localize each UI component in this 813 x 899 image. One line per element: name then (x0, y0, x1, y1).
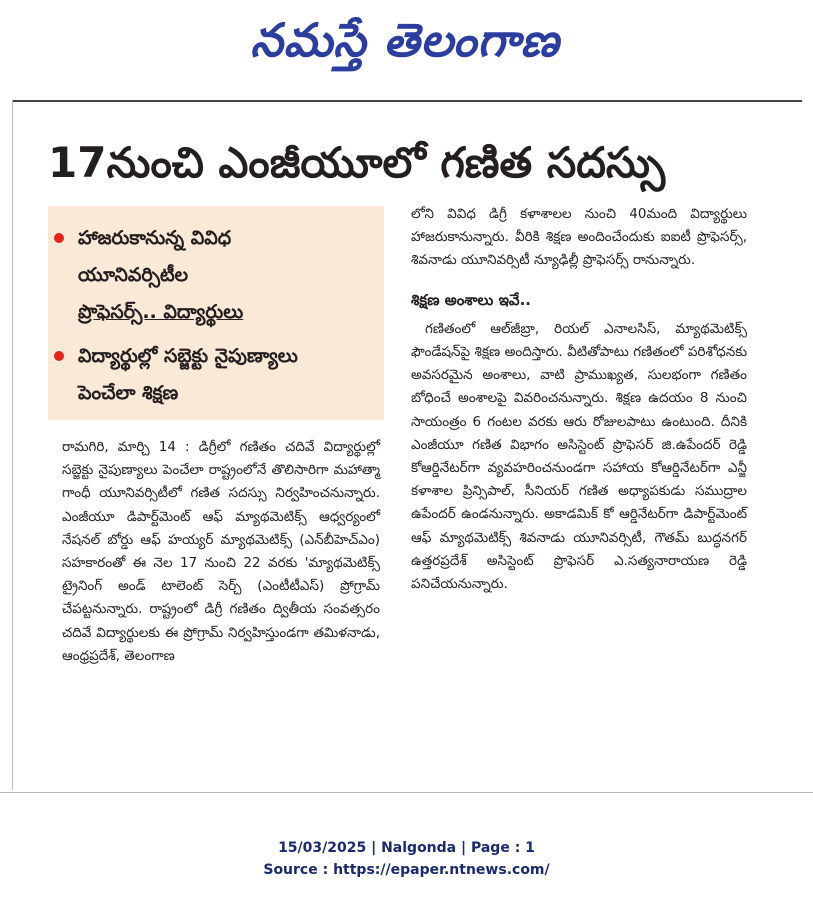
source-link[interactable]: Source : https://epaper.ntnews.com/ (263, 862, 550, 878)
newspaper-masthead: నమస్తే తెలంగాణ (250, 13, 560, 67)
article-body-text: లోని వివిధ డిగ్రీ కళాశాలల నుంచి 40మంది విద్యార్థులు హాజరుకానున్నారు. వీరికి శిక్షణ అందించేందుకు ఐఐటీ ప్రొఫెసర్స్, శివనాడు యూనివర్సిటీ న్యూఢిల్లీ ప్రొఫెసర్స్ రానున్నారు. (411, 206, 747, 269)
edition-info: 15/03/2025 | Nalgonda | Page : 1 (278, 840, 535, 856)
highlight-line: విద్యార్థుల్లో సబ్జెక్టు నైపుణ్యాలు (78, 345, 298, 367)
article-column-left (62, 436, 380, 668)
section-subheading: శిక్షణ అంశాలు ఇవే.. (411, 290, 531, 309)
article-headline: 17నుంచి ఎంజీయూలో గణిత సదస్సు (48, 138, 666, 187)
article-body-text: రామగిరి, మార్చి 14 : డిగ్రీలో గణితం చదివే విద్యార్థుల్లో సబ్జెక్టు నైపుణ్యాలు పెంచేలా రాష్ట్రంలోనే తొలిసారిగా మహాత్మా గాంధీ యూనివర్సిటీలో గణిత సదస్సు నిర్వహించనున్నారు. ఎంజీయూ డిపార్ట్‌మెంట్ ఆఫ్ మ్యాథమెటిక్స్ ఆధ్వర్యంలో నేషనల్ బోర్డు ఆఫ్ హయ్యర్ మ్యాథమెటిక్స్ (ఎన్‌బీహెచ్‌ఎం) సహకారంతో ఈ నెల 17 నుంచి 22 వరకు 'మ్యాథమెటిక్స్ ట్రైనింగ్ అండ్ టాలెంట్ సెర్చ్ (ఎంటీటీఎస్) ప్రోగ్రామ్ చేపట్టనున్నారు. రాష్ట్రంలో డిగ్రీ గణితం ద్వితీయ సంవత్సరం చదివే విద్యార్థులకు ఈ ప్రోగ్రామ్ నిర్వహిస్తుండగా తమిళనాడు, ఆంధ్రప్రదేశ్, తెలంగాణ (62, 439, 380, 664)
highlight-line: ప్రొఫెసర్స్.. విద్యార్థులు (78, 301, 244, 323)
footer-divider (0, 792, 813, 793)
bullet-icon (54, 233, 64, 243)
left-divider (12, 100, 13, 790)
highlight-line: పెంచేలా శిక్షణ (78, 382, 179, 404)
top-divider (12, 100, 802, 102)
highlight-line: హాజరుకానున్న వివిధ (78, 227, 232, 249)
article-column-right (411, 203, 747, 596)
highlight-item (78, 338, 373, 412)
highlight-item (78, 220, 373, 331)
highlights-box (48, 206, 384, 420)
highlight-line: యూనివర్సిటీల (78, 264, 189, 286)
bullet-icon (54, 351, 64, 361)
article-body-text: గణితంలో ఆల్‌జీబ్రా, రియల్ ఎనాలసిస్, మ్యాథమెటిక్స్ ఫౌండేషన్‌పై శిక్షణ అందిస్తారు. వీటితోపాటు గణితంలో పరిశోధనకు అవసరమైన అంశాలు, వాటి ప్రాముఖ్యత, సులభంగా గణితం బోధించే అంశాలపై వివరించనున్నారు. శిక్షణ ఉదయం 8 నుంచి సాయంత్రం 6 గంటల వరకు ఆరు రోజులపాటు ఉంటుంది. దీనికి ఎంజీయూ గణిత విభాగం అసిస్టెంట్ ప్రొఫెసర్ జి.ఉపేందర్ రెడ్డి కోఆర్డినేటర్‌గా వ్యవహరించనుండగా సహాయ కోఆర్డినేటర్‌గా ఎన్జీ కళాశాల ప్రిన్సిపాల్, సీనియర్ గణిత అధ్యాపకుడు సముద్రాల ఉపేందర్ ఉండనున్నారు. అకాడమిక్ కో ఆర్డినేటర్‌గా డిపార్ట్‌మెంట్ ఆఫ్ మ్యాథమెటిక్స్ శివనాడు యూనివర్సిటీ, గౌతమ్ బుద్ధనగర్ ఉత్తరప్రదేశ్ అసిస్టెంట్ ప్రొఫెసర్ ఎ.సత్యనారాయణ రెడ్డి పనిచేయనున్నారు. (411, 320, 747, 593)
